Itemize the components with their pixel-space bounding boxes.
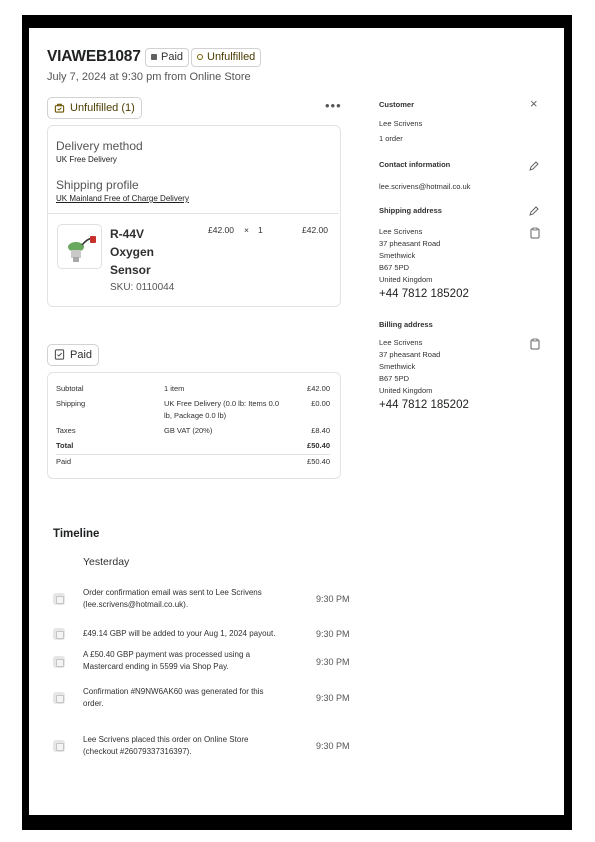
- customer-name-link[interactable]: Lee Scrivens: [379, 119, 423, 128]
- timeline-event-time: 9:30 PM: [316, 741, 350, 751]
- timeline-event-text: £49.14 GBP will be added to your Aug 1, 2024 payout.: [83, 629, 276, 638]
- timeline-event-text: Order confirmation email was sent to Lee Scrivens: [83, 588, 262, 597]
- pencil-icon[interactable]: [528, 160, 540, 172]
- timeline-event-text: Mastercard ending in 5599 via Shop Pay.: [83, 662, 229, 671]
- timeline-day: Yesterday: [83, 556, 130, 568]
- status-dot-icon: [151, 54, 157, 60]
- unit-price: £42.00: [208, 225, 234, 235]
- address-line: United Kingdom: [379, 386, 433, 395]
- timeline-event: [83, 587, 303, 611]
- card-divider: [48, 213, 339, 214]
- timeline-event-text: Confirmation #N9NW6AK60 was generated for this: [83, 687, 264, 696]
- shipping-address-heading: Shipping address: [379, 206, 442, 215]
- clipboard-icon[interactable]: [529, 338, 541, 350]
- shipping-profile-link[interactable]: UK Mainland Free of Charge Delivery: [56, 194, 189, 203]
- subtotal-amount: £42.00: [307, 384, 330, 393]
- timeline-event-icon: [53, 740, 65, 752]
- taxes-label: Taxes: [56, 426, 76, 435]
- unfulfilled-pill: [47, 97, 142, 119]
- billing-address-block: [379, 337, 440, 397]
- timeline-event: [83, 628, 303, 640]
- address-line: Lee Scrivens: [379, 227, 423, 236]
- shipping-address-block: [379, 226, 440, 286]
- summary-divider: [56, 454, 330, 455]
- payment-status-label: Paid: [161, 51, 184, 63]
- timeline-event-icon: [53, 656, 65, 668]
- delivery-method-label: Delivery method: [56, 139, 143, 153]
- timeline-event-time: 9:30 PM: [316, 693, 350, 703]
- shipping-desc-line: UK Free Delivery (0.0 lb: Items 0.0: [164, 399, 280, 408]
- close-icon[interactable]: ×: [530, 96, 538, 111]
- product-name-line: Oxygen: [110, 245, 155, 259]
- shipping-label: Shipping: [56, 399, 86, 408]
- timeline-event: [83, 649, 303, 673]
- shipping-amount: £0.00: [311, 399, 330, 408]
- product-name[interactable]: [110, 225, 180, 279]
- address-line: United Kingdom: [379, 275, 433, 284]
- more-actions-button[interactable]: •••: [325, 98, 342, 113]
- fulfillment-status-badge: [191, 48, 261, 67]
- timeline-event-text: order.: [83, 699, 104, 708]
- clipboard-icon[interactable]: [529, 227, 541, 239]
- customer-heading: Customer: [379, 100, 415, 109]
- address-line: 37 pheasant Road: [379, 350, 441, 359]
- timeline-event-icon: [53, 593, 65, 605]
- paid-label: Paid: [70, 349, 93, 361]
- address-line: B67 5PD: [379, 374, 410, 383]
- fulfillment-status-label: Unfulfilled: [207, 51, 256, 63]
- payment-status-badge: [145, 48, 189, 67]
- product-name-line: Sensor: [110, 263, 151, 277]
- shipping-phone: +44 7812 185202: [379, 288, 469, 300]
- delivery-method-value: UK Free Delivery: [56, 155, 117, 164]
- unfulfilled-count-label: Unfulfilled (1): [70, 102, 135, 114]
- subtotal-desc: 1 item: [164, 384, 185, 393]
- product-sku: SKU: 0110044: [110, 282, 175, 293]
- timeline-event-text: (lee.scrivens@hotmail.co.uk).: [83, 600, 189, 609]
- receipt-icon: [54, 349, 65, 360]
- oxygen-sensor-image: [58, 225, 101, 268]
- shipping-profile-label: Shipping profile: [56, 178, 139, 192]
- total-label: Total: [56, 441, 74, 450]
- order-date-source: July 7, 2024 at 9:30 pm from Online Store: [47, 71, 251, 83]
- address-line: Lee Scrivens: [379, 338, 423, 347]
- timeline-event-text: Lee Scrivens placed this order on Online Store: [83, 735, 249, 744]
- paid-row-label: Paid: [56, 457, 72, 466]
- timeline-event-time: 9:30 PM: [316, 657, 350, 667]
- item-quantity: 1: [258, 225, 263, 235]
- contact-heading: Contact information: [379, 160, 451, 169]
- timeline-event: [83, 734, 303, 758]
- package-icon: [54, 102, 65, 113]
- order-title: VIAWEB1087: [47, 48, 141, 65]
- timeline-event-text: (checkout #26079337316397).: [83, 747, 192, 756]
- paid-pill: [47, 344, 99, 366]
- customer-order-count: 1 order: [379, 134, 403, 143]
- customer-email-link[interactable]: lee.scrivens@hotmail.co.uk: [379, 182, 471, 191]
- timeline-event-icon: [53, 628, 65, 640]
- address-line: Smethwick: [379, 362, 416, 371]
- total-amount: £50.40: [307, 441, 330, 450]
- paid-row-amount: £50.40: [307, 457, 330, 466]
- timeline-event: [83, 686, 303, 710]
- address-line: B67 5PD: [379, 263, 410, 272]
- timeline-event-time: 9:30 PM: [316, 594, 350, 604]
- timeline-event-text: A £50.40 GBP payment was processed using a: [83, 650, 251, 659]
- address-line: 37 pheasant Road: [379, 239, 441, 248]
- taxes-amount: £8.40: [311, 426, 330, 435]
- status-ring-icon: [197, 54, 203, 60]
- address-line: Smethwick: [379, 251, 416, 260]
- times-sign: ×: [244, 225, 249, 235]
- shipping-desc-line: lb, Package 0.0 lb): [164, 411, 227, 420]
- timeline-title: Timeline: [53, 528, 100, 540]
- product-name-line: R-44V: [110, 227, 145, 241]
- subtotal-label: Subtotal: [56, 384, 84, 393]
- billing-address-heading: Billing address: [379, 320, 433, 329]
- timeline-event-time: 9:30 PM: [316, 629, 350, 639]
- pencil-icon[interactable]: [528, 205, 540, 217]
- line-total: £42.00: [302, 225, 328, 235]
- timeline-event-icon: [53, 692, 65, 704]
- taxes-desc: GB VAT (20%): [164, 426, 213, 435]
- billing-phone: +44 7812 185202: [379, 399, 469, 411]
- product-thumbnail[interactable]: [57, 224, 102, 269]
